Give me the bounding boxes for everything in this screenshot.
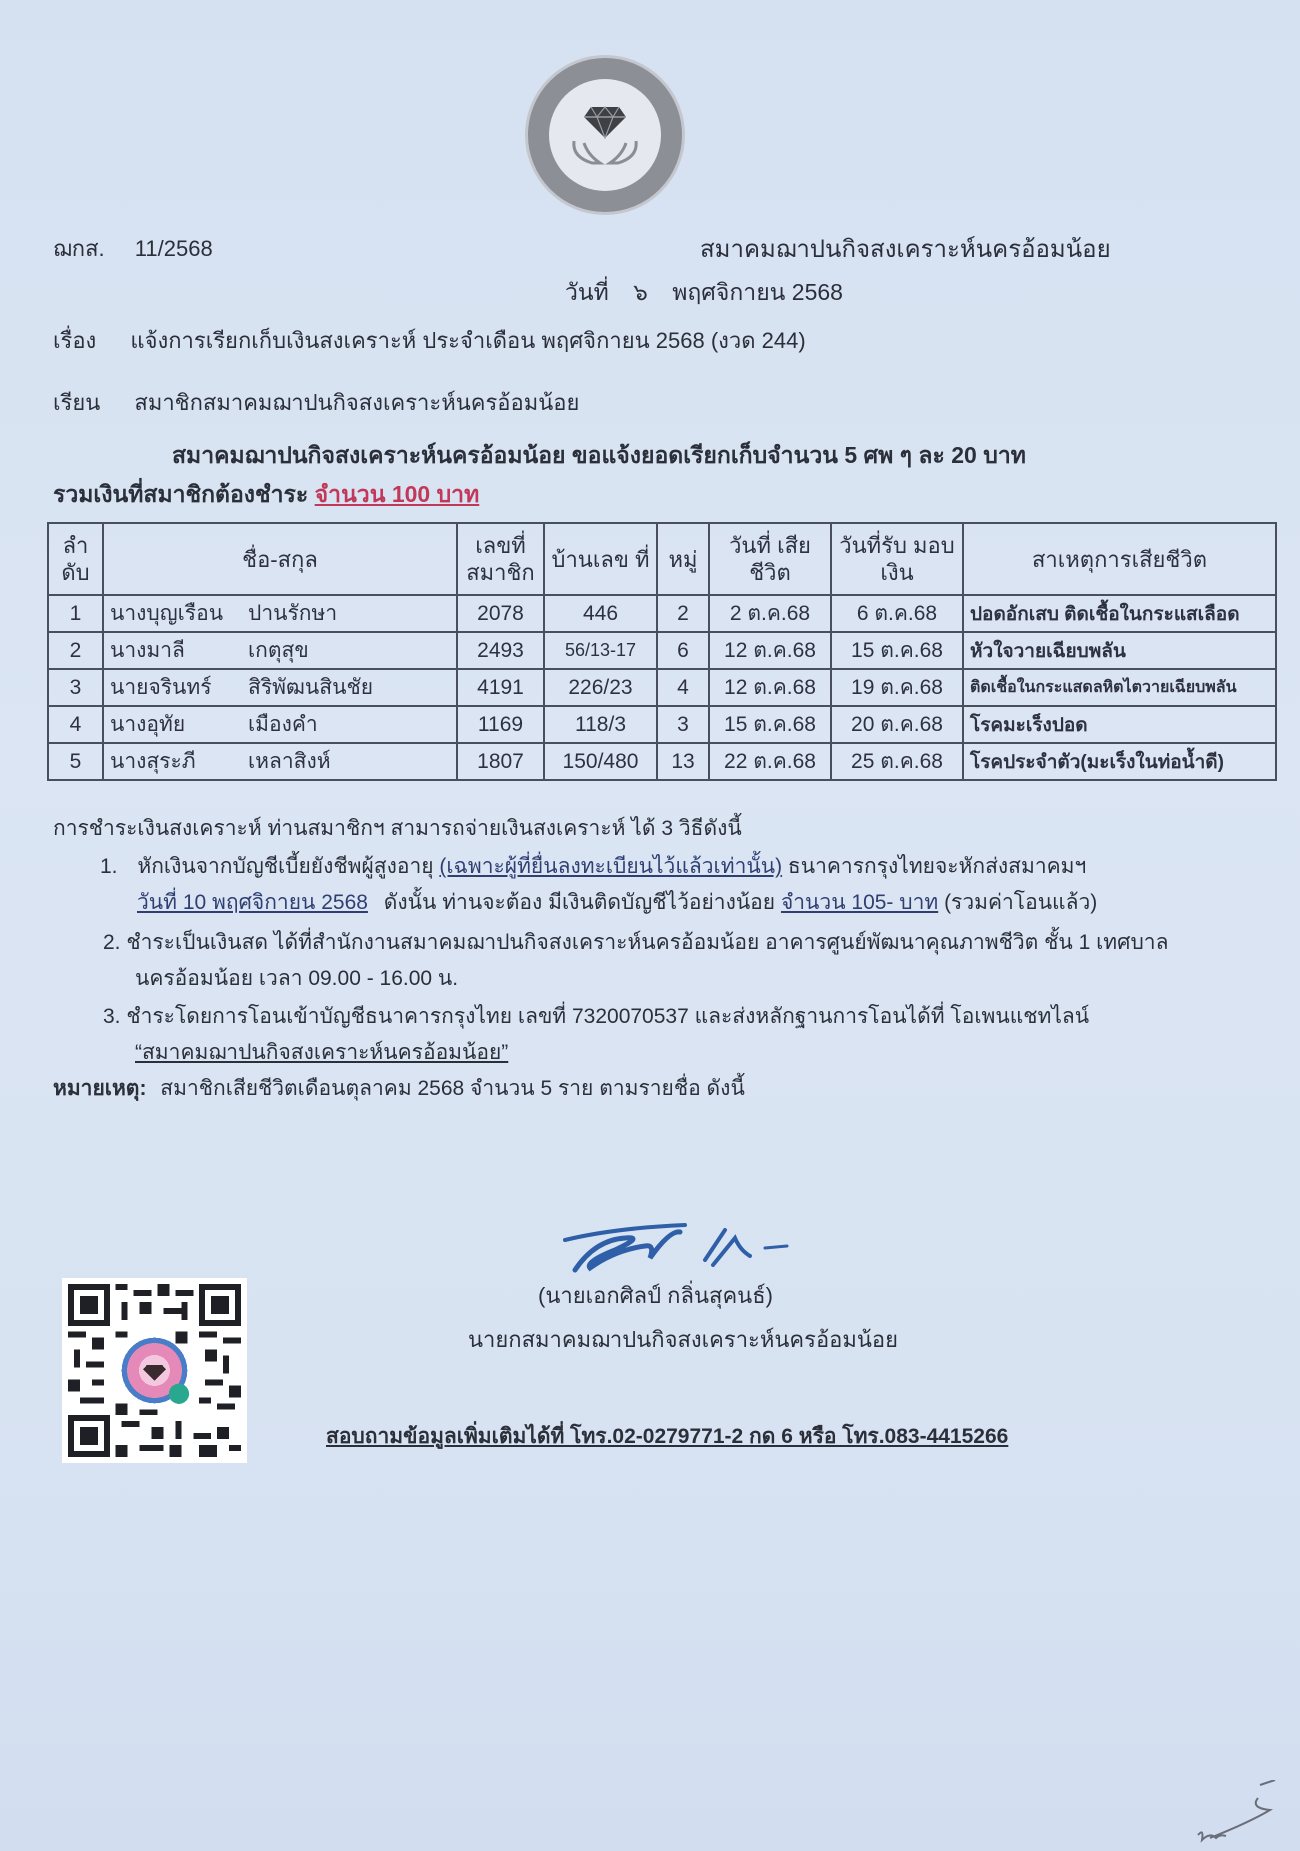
payment-method-2-line-1 — [103, 926, 1168, 959]
cell-no: 5 — [48, 743, 103, 780]
cell-death-date: 12 ต.ค.68 — [709, 632, 831, 669]
cell-cause: โรคประจำตัว(มะเร็งในท่อน้ำดี) — [963, 743, 1276, 780]
total-label: รวมเงินที่สมาชิกต้องชำระ — [53, 481, 309, 507]
table-row — [48, 669, 1276, 706]
cell-cause: โรคมะเร็งปอด — [963, 706, 1276, 743]
cell-house-no: 226/23 — [544, 669, 657, 706]
seal-inner — [549, 79, 661, 191]
diamond-icon — [583, 105, 627, 139]
cell-no: 3 — [48, 669, 103, 706]
cell-payout-date: 6 ต.ค.68 — [831, 595, 963, 632]
cell-name — [103, 595, 457, 632]
openchat-name — [135, 1036, 508, 1069]
note-text: สมาชิกเสียชีวิตเดือนตุลาคม 2568 จำนวน 5 ราย ตามรายชื่อ ดังนี้ — [160, 1077, 745, 1100]
cell-moo: 6 — [657, 632, 709, 669]
payment-method-1-line-2 — [137, 886, 1097, 919]
method-1-bank-note: ธนาคารกรุงไทยจะหักส่งสมาคมฯ — [787, 855, 1087, 878]
announcement-line-2 — [53, 477, 479, 513]
cell-name — [103, 632, 457, 669]
cell-moo: 4 — [657, 669, 709, 706]
subject-line — [53, 323, 806, 358]
to-label: เรียน — [53, 390, 101, 415]
last-name: สิริพัฒนสินชัย — [248, 676, 373, 699]
payment-method-2-line-2: นครอ้อมน้อย เวลา 09.00 - 16.00 น. — [135, 967, 459, 990]
date-day: ๖ — [633, 279, 648, 305]
note-label: หมายเหตุ: — [53, 1077, 147, 1100]
cell-member-no: 1169 — [457, 706, 544, 743]
method-1-condition: (เฉพาะผู้ที่ยื่นลงทะเบียนไว้แล้วเท่านั้น) — [439, 855, 783, 878]
col-header-name: ชื่อ-สกุล — [103, 523, 457, 595]
hands-icon — [570, 139, 640, 165]
col-header-payout-date: วันที่รับ มอบเงิน — [831, 523, 963, 595]
method-1-fee-note: (รวมค่าโอนแล้ว) — [944, 891, 1098, 914]
deduction-date: วันที่ 10 พฤศจิกายน 2568 — [137, 891, 368, 914]
method-1-balance-note: ดังนั้น ท่านจะต้อง มีเงินติดบัญชีไว้อย่างน้อย — [383, 891, 776, 914]
payment-method-3-line-1 — [103, 1000, 1089, 1033]
association-seal-logo — [525, 55, 685, 215]
cell-no: 4 — [48, 706, 103, 743]
table-header-row — [48, 523, 1276, 595]
method-1-text: หักเงินจากบัญชีเบี้ยยังชีพผู้สูงอายุ — [137, 855, 434, 878]
initials-mark-icon — [1190, 1780, 1290, 1845]
last-name: ปานรักษา — [248, 602, 338, 625]
subject-text: แจ้งการเรียกเก็บเงินสงเคราะห์ ประจำเดือน พฤศจิกายน 2568 (งวด 244) — [130, 328, 806, 353]
cell-cause: ปอดอักเสบ ติดเชื้อในกระแสเลือด — [963, 595, 1276, 632]
cell-name — [103, 669, 457, 706]
date-label: วันที่ — [565, 279, 609, 305]
first-name: นายจรินทร์ — [110, 676, 212, 699]
first-name: นางมาลี — [110, 639, 185, 662]
note-line — [53, 1072, 745, 1105]
document-date — [565, 275, 843, 311]
reference-number — [53, 231, 213, 266]
cell-payout-date: 25 ต.ค.68 — [831, 743, 963, 780]
ref-label: ฌกส. — [53, 236, 105, 261]
cell-cause: ติดเชื้อในกระแสดลหิตไตวายเฉียบพลัน — [963, 669, 1276, 706]
cell-death-date: 15 ต.ค.68 — [709, 706, 831, 743]
cell-house-no: 56/13-17 — [544, 632, 657, 669]
cell-moo: 13 — [657, 743, 709, 780]
last-name: เมืองคำ — [248, 713, 318, 736]
cell-death-date: 2 ต.ค.68 — [709, 595, 831, 632]
cell-payout-date: 20 ต.ค.68 — [831, 706, 963, 743]
signer-title: นายกสมาคมฌาปนกิจสงเคราะห์นครอ้อมน้อย — [468, 1327, 899, 1352]
qr-code[interactable] — [62, 1278, 247, 1463]
cell-no: 1 — [48, 595, 103, 632]
col-header-cause: สาเหตุการเสียชีวิต — [963, 523, 1276, 595]
cell-house-no: 118/3 — [544, 706, 657, 743]
cell-death-date: 12 ต.ค.68 — [709, 669, 831, 706]
col-header-moo: หมู่ — [657, 523, 709, 595]
col-header-death-date: วันที่ เสียชีวิต — [709, 523, 831, 595]
payment-intro: การชำระเงินสงเคราะห์ ท่านสมาชิกฯ สามารถจ่ายเงินสงเคราะห์ ได้ 3 วิธีดังนี้ — [53, 817, 742, 840]
cell-death-date: 22 ต.ค.68 — [709, 743, 831, 780]
cell-moo: 2 — [657, 595, 709, 632]
method-2-number: 2. — [103, 931, 121, 954]
cell-member-no: 2493 — [457, 632, 544, 669]
last-name: เกตุสุข — [248, 639, 309, 662]
cell-moo: 3 — [657, 706, 709, 743]
cell-member-no: 4191 — [457, 669, 544, 706]
total-amount: จำนวน 100 บาท — [314, 481, 480, 507]
col-header-house-no: บ้านเลข ที่ — [544, 523, 657, 595]
cell-house-no: 150/480 — [544, 743, 657, 780]
date-month-year: พฤศจิกายน 2568 — [672, 279, 843, 305]
org-name-header: สมาคมฌาปนกิจสงเคราะห์นครอ้อมน้อย — [700, 236, 1111, 263]
cell-payout-date: 15 ต.ค.68 — [831, 632, 963, 669]
method-1-number: 1. — [100, 855, 118, 878]
signer-name: (นายเอกศิลป์ กลิ่นสุคนธ์) — [538, 1283, 773, 1308]
first-name: นางอุทัย — [110, 713, 186, 736]
cell-name — [103, 706, 457, 743]
cell-member-no: 1807 — [457, 743, 544, 780]
first-name: นางบุญเรือน — [110, 602, 224, 625]
to-text: สมาชิกสมาคมฌาปนกิจสงเคราะห์นครอ้อมน้อย — [134, 390, 580, 415]
line-openchat-qr-code-icon — [68, 1284, 241, 1457]
recipient-line — [53, 385, 579, 420]
cell-cause: หัวใจวายเฉียบพลัน — [963, 632, 1276, 669]
subject-label: เรื่อง — [53, 328, 97, 353]
openchat-link-text: “สมาคมฌาปนกิจสงเคราะห์นครอ้อมน้อย” — [135, 1041, 509, 1064]
last-name: เหลาสิงห์ — [248, 750, 331, 773]
method-2-text: ชำระเป็นเงินสด ได้ที่สำนักงานสมาคมฌาปนกิจสงเคราะห์นครอ้อมน้อย อาคารศูนย์พัฒนาคุณภาพชีวิต ชั้น 1 เทศบาล — [126, 931, 1169, 954]
deceased-members-table — [47, 522, 1277, 781]
col-header-member-no: เลขที่ สมาชิก — [457, 523, 544, 595]
announcement-line-1: สมาคมฌาปนกิจสงเคราะห์นครอ้อมน้อย ขอแจ้งยอดเรียกเก็บจำนวน 5 ศพ ๆ ละ 20 บาท — [172, 442, 1026, 468]
contact-info: สอบถามข้อมูลเพิ่มเติมได้ที่ โทร.02-0279771-2 กด 6 หรือ โทร.083-4415266 — [326, 1425, 1009, 1448]
cell-house-no: 446 — [544, 595, 657, 632]
payment-method-1-line-1 — [100, 850, 1086, 883]
method-3-text: ชำระโดยการโอนเข้าบัญชีธนาคารกรุงไทย เลขที่ 7320070537 และส่งหลักฐานการโอนได้ที่ โอเพนแชทไลน์ — [126, 1005, 1090, 1028]
ref-value: 11/2568 — [134, 236, 213, 261]
table-row — [48, 595, 1276, 632]
cell-name — [103, 743, 457, 780]
cell-no: 2 — [48, 632, 103, 669]
table-row — [48, 743, 1276, 780]
table-row — [48, 632, 1276, 669]
cell-member-no: 2078 — [457, 595, 544, 632]
cell-payout-date: 19 ต.ค.68 — [831, 669, 963, 706]
first-name: นางสุระภี — [110, 750, 196, 773]
table-row — [48, 706, 1276, 743]
col-header-no: ลำ ดับ — [48, 523, 103, 595]
minimum-balance-amount: จำนวน 105- บาท — [780, 891, 939, 914]
method-3-number: 3. — [103, 1005, 121, 1028]
